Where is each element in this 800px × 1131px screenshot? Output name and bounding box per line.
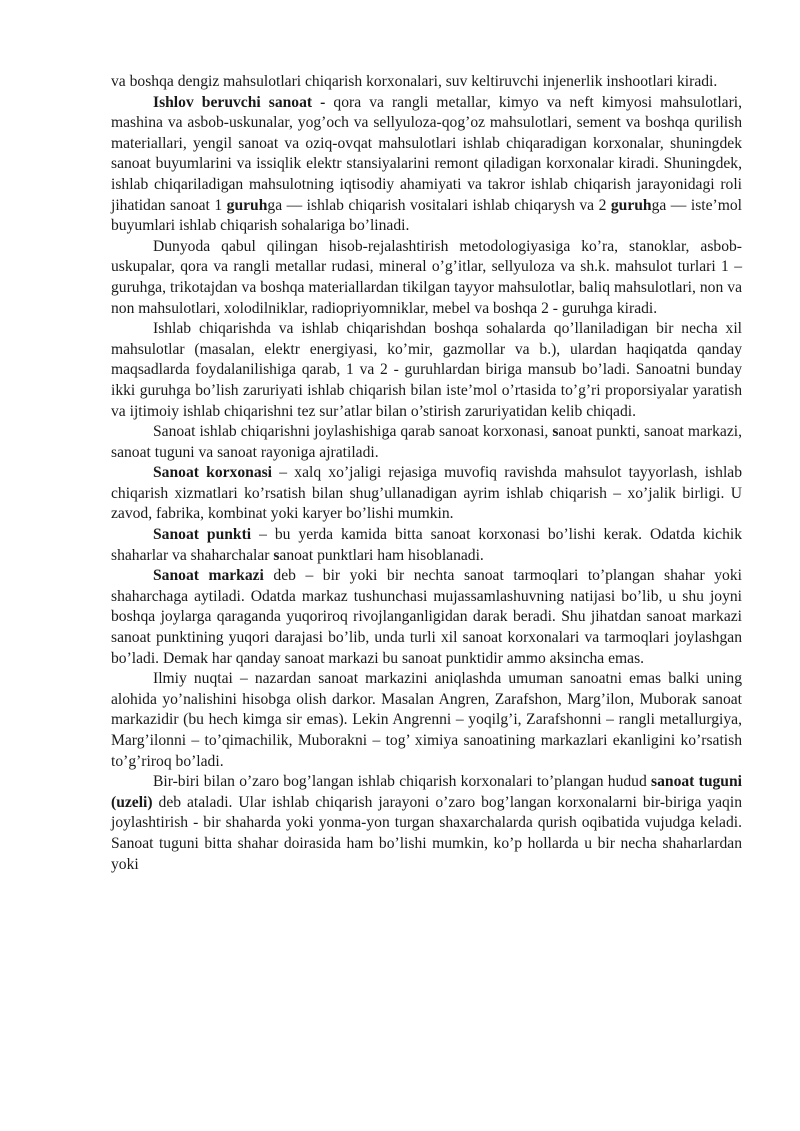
paragraph-3 xyxy=(111,237,742,319)
bold-letter: s xyxy=(273,546,280,564)
text-run: anoat punkti, sanoat markazi, sanoat tuguni va sanoat rayoniga ajratiladi. xyxy=(111,423,742,461)
paragraph-1 xyxy=(111,72,742,93)
paragraph-ishlov-beruvchi-sanoat xyxy=(111,93,742,237)
text-run: – bu yerda kamida bitta sanoat korxonasi bo’lishi kerak. Odatda kichik shaharlar va shaharchalar xyxy=(111,526,742,564)
bold-letter: s xyxy=(552,423,559,441)
term-guruh: guruh xyxy=(610,196,652,214)
text-run: ga — ishlab chiqarish vositalari ishlab chiqarysh va 2 xyxy=(267,196,611,214)
text-run: qora va rangli metallar, kimyo va neft kimyosi mahsulotlari, mashina va asbob-uskunalar, yog’och va sellyuloza-qog’oz mahsulotlari, sement va boshqa qurilish materiallari, yengil sanoat va oziq-ovqat mahsulotlari ishlab chiqaradigan korxonalar, shuningdek sanoat buyumlarini va issiqlik elektr stansiyalarini remont qiladigan korxonalar kiradi. Shuningdek, ishlab chiqariladigan mahsulotning iqtisodiy ahamiyati va takror ishlab chiqarish jarayonidagi roli jihatidan sanoat 1 xyxy=(111,93,742,214)
text-run: deb ataladi. Ular ishlab chiqarish jarayoni o’zaro bog’langan korxonalarni bir-biriga yaqin joylashtirish - bir shaharda yoki yonma-yon turgan shaxarchalarda qurish oqibatida vujudga keladi. Sanoat tuguni bitta shahar doirasida ham bo’lishi mumkin, ko’p hollarda u bir necha shaharlardan yoki xyxy=(111,793,742,873)
text-run: Bir-biri bilan o’zaro bog’langan ishlab chiqarish korxonalari to’plangan hudud xyxy=(153,773,652,791)
paragraph-sanoat-markazi xyxy=(111,566,742,669)
paragraph-sanoat-korxonasi xyxy=(111,463,742,525)
text-run: anoat punktlari ham hisoblanadi. xyxy=(279,546,484,564)
text-run: ga — iste’mol buyumlari ishlab chiqarish sohalariga bo’linadi. xyxy=(111,196,742,235)
text-run: Dunyoda qabul qilingan hisob-rejalashtirish metodologiyasiga ko’ra, stanoklar, asbob-uskupalar, qora va rangli metallar rudasi, mineral o’g’itlar, sellyuloza va sh.k. mahsulot turlari 1 – guruhga, trikotajdan va boshqa materiallardan tikilgan tayyor mahsulotlar, baliq mahsulotlari, non va non mahsulotlari, xolodilniklar, radiopriyomniklar, mebel va boshqa 2 - guruhga kiradi. xyxy=(111,237,742,317)
term-sanoat-korxonasi: Sanoat korxonasi xyxy=(153,464,273,482)
paragraph-sanoat-tuguni xyxy=(111,772,742,875)
text-run: Ilmiy nuqtai – nazardan sanoat markazini aniqlashda umuman sanoatni emas balki uning alohida yo’nalishini hisobga olish darkor. Masalan Angren, Zarafshon, Marg’ilon, Muborak sanoat markazidir (bu hech kimga sir emas). Lekin Angrenni – yoqilg’i, Zarafshonni – rangli metallurgiya, Marg’ilonni – to’qimachilik, Muborakni – tog’ ximiya sanoatining markazlari ekanligini ko’rsatish to’g’riroq bo’ladi. xyxy=(111,670,742,770)
text-run: deb – bir yoki bir nechta sanoat tarmoqlari to’plangan shahar yoki shaharchaga aytiladi. Odatda markaz tushunchasi mujassamlashuvning natijasi bo’lib, u shu joyni boshqa joylarga qaraganda yuqoriroq rivojlanganligidan darak beradi. Shu jihatdan sanoat markazi sanoat punktining yuqori darajasi bo’lib, unda turli xil sanoat korxonalari va tarmoqlari joylashgan bo’ladi. Demak har qanday sanoat markazi bu sanoat punktidir ammo aksincha emas. xyxy=(111,567,742,667)
document-page xyxy=(111,72,742,875)
term-sanoat-punkti: Sanoat punkti xyxy=(153,526,252,544)
paragraph-4 xyxy=(111,319,742,422)
term-sanoat-tuguni: sanoat tuguni (uzeli) xyxy=(111,773,742,811)
term-sanoat-markazi: Sanoat markazi xyxy=(153,567,264,585)
paragraph-9 xyxy=(111,669,742,772)
term-guruh: guruh xyxy=(226,196,268,214)
text-run: va boshqa dengiz mahsulotlari chiqarish korxonalari, suv keltiruvchi injenerlik inshootlari kiradi. xyxy=(111,73,718,90)
paragraph-5 xyxy=(111,422,742,463)
term-ishlov-beruvchi-sanoat: Ishlov beruvchi sanoat - xyxy=(153,93,326,111)
text-run: Sanoat ishlab chiqarishni joylashishiga qarab sanoat korxonasi, xyxy=(153,423,553,441)
text-run: Ishlab chiqarishda va ishlab chiqarishdan boshqa sohalarda qo’llaniladigan bir necha xil mahsulotlar (masalan, elektr energiyasi, ko’mir, gazmollar va b.), ulardan haqiqatda qanday maqsadlarda foydalanilishiga qarab, 1 va 2 - guruhlardan biriga mansub bo’ladi. Sanoatni bunday ikki guruhga bo’lish zaruriyati ishlab chiqarish bilan iste’mol o’rtasida to’g’ri proporsiyalar yaratish va ijtimoiy ishlab chiqarishni tez sur’atlar bilan o’stirish zaruriyatidan kelib chiqadi. xyxy=(111,320,742,420)
text-run: – xalq xo’jaligi rejasiga muvofiq ravishda mahsulot tayyorlash, ishlab chiqarish xizmatlari ko’rsatish bilan shug’ullanadigan ayrim ishlab chiqarish – xo’jalik birligi. U zavod, fabrika, kombinat yoki karyer bo’lishi mumkin. xyxy=(111,464,742,523)
paragraph-sanoat-punkti xyxy=(111,525,742,566)
